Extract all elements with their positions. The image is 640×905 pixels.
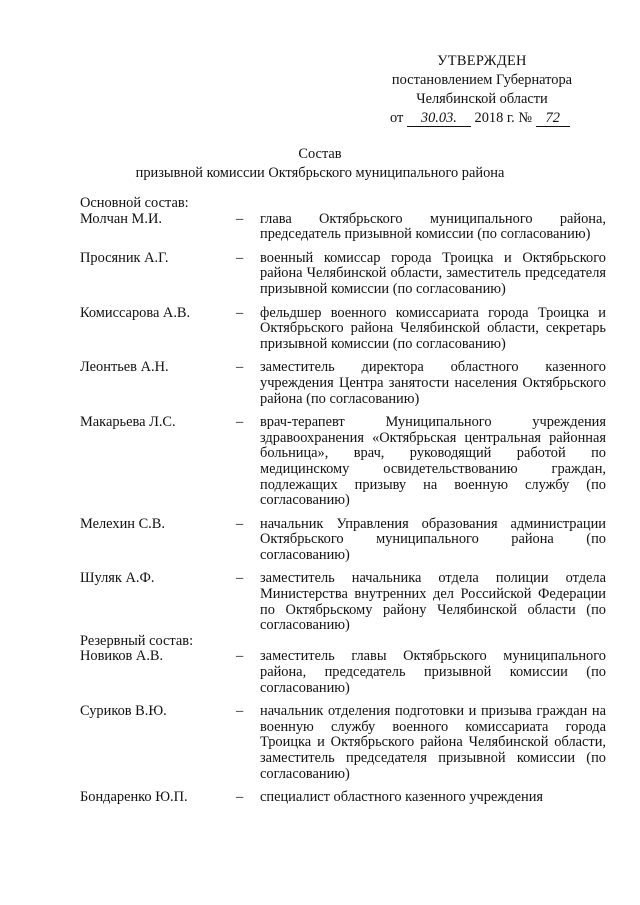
member-name: Леонтьев А.Н. <box>80 359 169 376</box>
approval-block <box>382 52 582 128</box>
member-row <box>80 517 606 564</box>
member-position: заместитель главы Октябрьского муниципального района, председатель призывной комиссии (по согласованию) <box>260 648 606 696</box>
member-position: фельдшер военного комиссариата города Троицка и Октябрьского района Челябинской области, секретарь призывной комиссии (по согласованию) <box>260 304 606 352</box>
member-dash: – <box>236 249 244 266</box>
member-name: Мелехин С.В. <box>80 515 165 532</box>
member-row <box>80 704 606 782</box>
member-position: врач-терапевт Муниципального учреждения здравоохранения «Октябрьская центральная районная больница», врач, руководящий работой по медицинскому освидетельствованию граждан, подлежащих призыву на военную службу (по согласованию) <box>260 414 606 509</box>
member-position: глава Октябрьского муниципального района, председатель призывной комиссии (по согласованию) <box>260 210 606 243</box>
member-row <box>80 790 606 806</box>
member-dash: – <box>236 414 244 431</box>
member-row <box>80 649 606 696</box>
approval-line-1: постановлением Губернатора <box>391 72 573 88</box>
member-position: заместитель директора областного казенного учреждения Центра занятости населения Октябрьского района (по согласованию) <box>260 359 606 407</box>
main-section-heading: Основной состав: <box>80 195 189 211</box>
member-row <box>80 415 606 509</box>
date-prefix: от <box>390 110 404 126</box>
commission-list <box>80 196 606 806</box>
title-line-2: призывной комиссии Октябрьского муниципального района <box>135 165 505 181</box>
member-position: начальник Управления образования администрации Октябрьского муниципального района (по согласованию) <box>260 515 606 563</box>
member-name: Макарьева Л.С. <box>80 414 176 431</box>
member-dash: – <box>236 515 244 532</box>
approval-title: УТВЕРЖДЕН <box>437 53 527 69</box>
member-name: Молчан М.И. <box>80 210 162 227</box>
member-row <box>80 571 606 633</box>
member-row <box>80 360 606 407</box>
member-dash: – <box>236 703 244 720</box>
member-name: Шуляк А.Ф. <box>80 570 155 587</box>
member-dash: – <box>236 789 244 806</box>
member-name: Комиссарова А.В. <box>80 304 191 321</box>
reserve-section-heading: Резервный состав: <box>80 632 194 649</box>
date-value: 30.03. <box>407 111 471 127</box>
member-dash: – <box>236 359 244 376</box>
document-title <box>80 145 560 183</box>
approval-date-line <box>382 109 582 128</box>
member-name: Новиков А.В. <box>80 648 164 665</box>
year-text: 2018 г. № <box>474 110 533 126</box>
member-dash: – <box>236 304 244 321</box>
member-position: начальник отделения подготовки и призыва граждан на военную службу военного комиссариата города Троицка и Октябрьского района Челябинской области, заместитель председателя призывной комиссии (по согласованию) <box>260 703 606 782</box>
title-line-1: Состав <box>298 146 342 162</box>
member-position: специалист областного казенного учреждения <box>260 789 544 806</box>
member-name: Суриков В.Ю. <box>80 703 167 720</box>
member-dash: – <box>236 648 244 665</box>
decree-number: 72 <box>536 111 570 127</box>
member-row <box>80 251 606 298</box>
member-dash: – <box>236 570 244 587</box>
member-name: Просяник А.Г. <box>80 249 169 266</box>
member-position: военный комиссар города Троицка и Октябрьского района Челябинской области, заместитель председателя призывной комиссии (по согласованию) <box>260 249 606 297</box>
approval-line-2: Челябинской области <box>416 91 548 107</box>
member-name: Бондаренко Ю.П. <box>80 789 188 806</box>
member-position: заместитель начальника отдела полиции отдела Министерства внутренних дел Российской Федерации по Октябрьскому району Челябинской области (по согласованию) <box>260 570 606 634</box>
member-row <box>80 306 606 353</box>
member-dash: – <box>236 210 244 227</box>
member-row <box>80 212 606 243</box>
